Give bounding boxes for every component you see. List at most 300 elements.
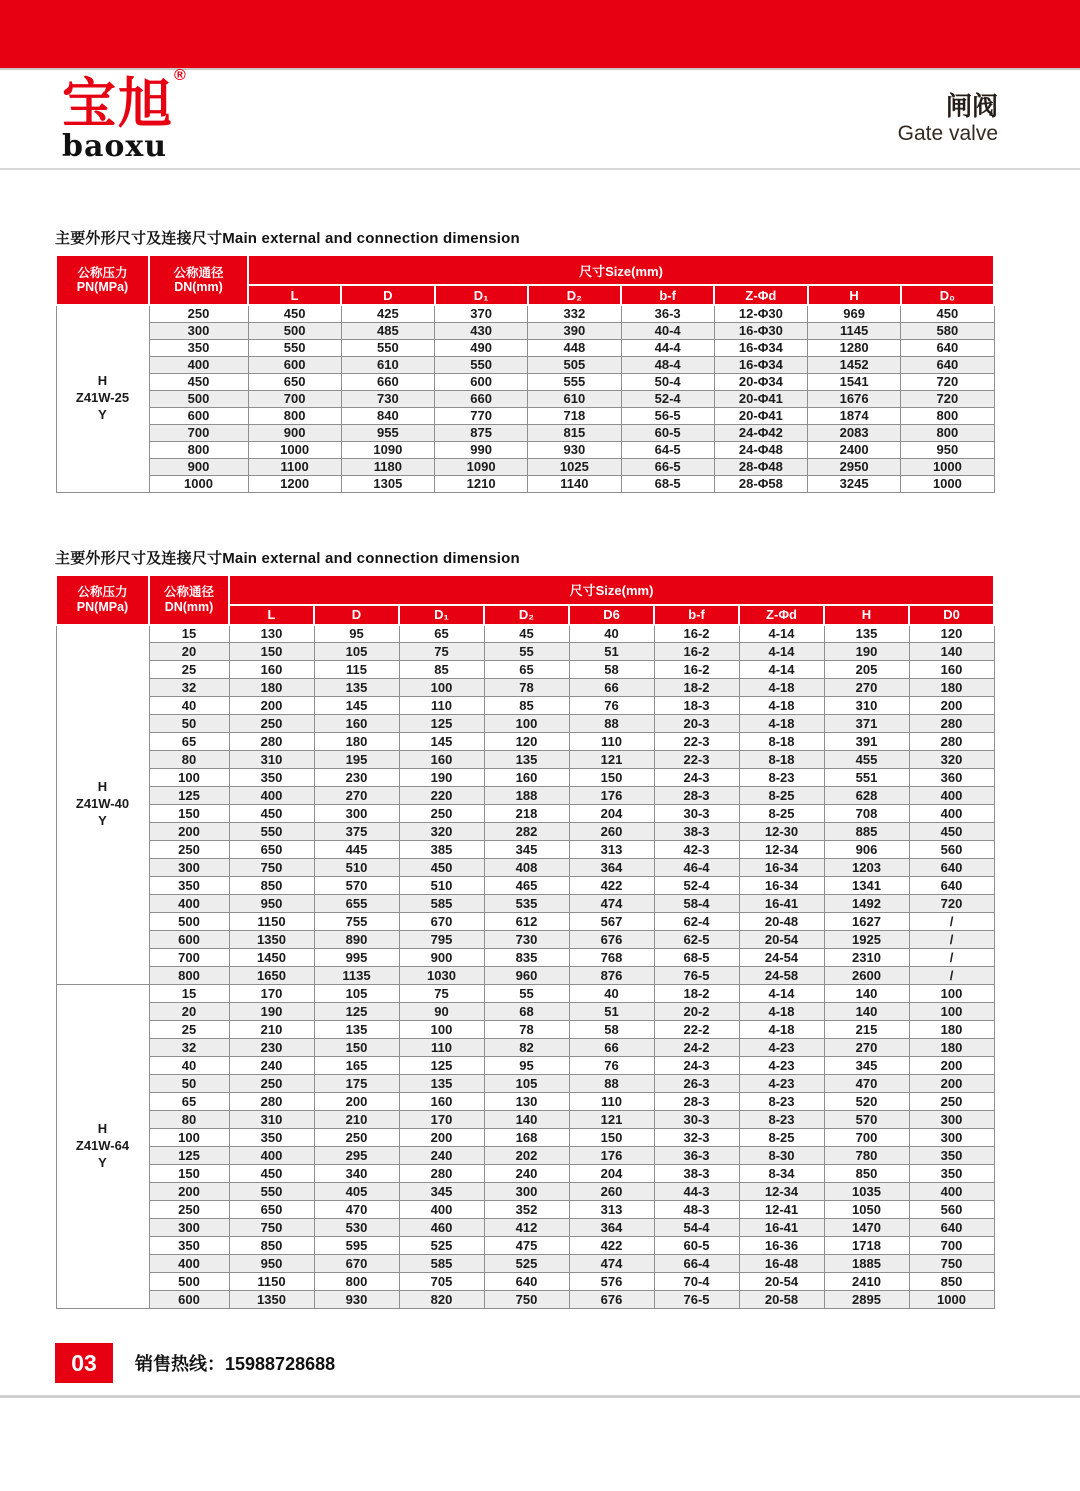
value-cell: 38-3 <box>654 823 739 841</box>
value-cell: 313 <box>569 841 654 859</box>
value-cell: 885 <box>824 823 909 841</box>
value-cell: 12-Φ30 <box>714 305 807 322</box>
dn-cell: 15 <box>149 625 229 643</box>
value-cell: 1000 <box>248 441 341 458</box>
value-cell: 995 <box>314 949 399 967</box>
bore-header <box>149 255 248 305</box>
value-cell: 930 <box>314 1291 399 1309</box>
value-cell: 640 <box>901 339 994 356</box>
value-cell: 535 <box>484 895 569 913</box>
value-cell: 20-54 <box>739 931 824 949</box>
dn-cell: 15 <box>149 985 229 1003</box>
value-cell: 850 <box>229 877 314 895</box>
value-cell: 640 <box>484 1273 569 1291</box>
dn-cell: 40 <box>149 697 229 715</box>
value-cell: 969 <box>808 305 901 322</box>
model-label: H Z41W-25 Y <box>56 305 149 492</box>
value-cell: 250 <box>229 715 314 733</box>
value-cell: 600 <box>435 373 528 390</box>
value-cell: 445 <box>314 841 399 859</box>
value-cell: 345 <box>399 1183 484 1201</box>
dn-cell: 250 <box>149 841 229 859</box>
value-cell: 2950 <box>808 458 901 475</box>
dn-cell: 800 <box>149 441 248 458</box>
value-cell: 180 <box>909 1021 994 1039</box>
size-group-header: 尺寸Size(mm) <box>248 255 994 285</box>
value-cell: 20-Φ34 <box>714 373 807 390</box>
header-band <box>0 67 1080 170</box>
value-cell: 188 <box>484 787 569 805</box>
dimension-table-z41w-40-64 <box>55 574 995 1310</box>
value-cell: 405 <box>314 1183 399 1201</box>
value-cell: 2400 <box>808 441 901 458</box>
value-cell: 240 <box>229 1057 314 1075</box>
value-cell: 230 <box>314 769 399 787</box>
value-cell: 121 <box>569 751 654 769</box>
value-cell: 4-18 <box>739 697 824 715</box>
value-cell: 1135 <box>314 967 399 985</box>
value-cell: 210 <box>314 1111 399 1129</box>
value-cell: 20-Φ41 <box>714 390 807 407</box>
value-cell: 121 <box>569 1111 654 1129</box>
value-cell: 76-5 <box>654 967 739 985</box>
col-header-D0: D0 <box>909 605 994 625</box>
value-cell: 600 <box>248 356 341 373</box>
value-cell: 8-25 <box>739 1129 824 1147</box>
value-cell: 28-3 <box>654 787 739 805</box>
value-cell: 1925 <box>824 931 909 949</box>
col-header-D: D₁ <box>435 285 528 305</box>
dn-cell: 32 <box>149 679 229 697</box>
value-cell: 2310 <box>824 949 909 967</box>
value-cell: 190 <box>399 769 484 787</box>
product-name-chinese: 闸阀 <box>945 90 998 121</box>
value-cell: 105 <box>314 985 399 1003</box>
value-cell: 24-Φ48 <box>714 441 807 458</box>
value-cell: 1000 <box>901 458 994 475</box>
value-cell: 835 <box>484 949 569 967</box>
value-cell: 390 <box>528 322 621 339</box>
value-cell: 510 <box>314 859 399 877</box>
bottom-divider <box>0 1395 1080 1398</box>
value-cell: 20-48 <box>739 913 824 931</box>
value-cell: 800 <box>901 407 994 424</box>
value-cell: 270 <box>824 1039 909 1057</box>
value-cell: 720 <box>909 895 994 913</box>
value-cell: 950 <box>901 441 994 458</box>
pressure-header-text: 公称压力 PN(MPa) <box>76 585 129 614</box>
value-cell: 230 <box>229 1039 314 1057</box>
value-cell: 4-18 <box>739 679 824 697</box>
dn-cell: 20 <box>149 1003 229 1021</box>
value-cell: 16-36 <box>739 1237 824 1255</box>
value-cell: 705 <box>399 1273 484 1291</box>
value-cell: 364 <box>569 859 654 877</box>
value-cell: 76-5 <box>654 1291 739 1309</box>
value-cell: 4-23 <box>739 1039 824 1057</box>
value-cell: 320 <box>909 751 994 769</box>
value-cell: 1650 <box>229 967 314 985</box>
col-header-Zd: Z-Φd <box>739 605 824 625</box>
dn-cell: 500 <box>149 913 229 931</box>
value-cell: 20-2 <box>654 1003 739 1021</box>
dn-cell: 1000 <box>149 475 248 492</box>
value-cell: 950 <box>229 895 314 913</box>
value-cell: 585 <box>399 1255 484 1273</box>
value-cell: 12-34 <box>739 1183 824 1201</box>
value-cell: 240 <box>484 1165 569 1183</box>
value-cell: 24-Φ42 <box>714 424 807 441</box>
value-cell: 120 <box>484 733 569 751</box>
value-cell: 345 <box>824 1057 909 1075</box>
value-cell: 628 <box>824 787 909 805</box>
value-cell: 730 <box>484 931 569 949</box>
value-cell: 570 <box>314 877 399 895</box>
value-cell: 24-3 <box>654 1057 739 1075</box>
dn-cell: 450 <box>149 373 248 390</box>
col-header-D: D₀ <box>901 285 994 305</box>
value-cell: 770 <box>435 407 528 424</box>
value-cell: 8-18 <box>739 733 824 751</box>
section-title-1: 主要外形尺寸及连接尺寸Main external and connection dimension <box>55 230 520 247</box>
value-cell: 815 <box>528 424 621 441</box>
value-cell: 350 <box>909 1147 994 1165</box>
value-cell: 670 <box>314 1255 399 1273</box>
value-cell: 1541 <box>808 373 901 390</box>
value-cell: 4-23 <box>739 1057 824 1075</box>
value-cell: 1676 <box>808 390 901 407</box>
value-cell: 28-Φ48 <box>714 458 807 475</box>
value-cell: 150 <box>314 1039 399 1057</box>
dn-cell: 65 <box>149 1093 229 1111</box>
dn-cell: 900 <box>149 458 248 475</box>
value-cell: 88 <box>569 715 654 733</box>
value-cell: 105 <box>484 1075 569 1093</box>
col-header-D: D₂ <box>484 605 569 625</box>
value-cell: 1492 <box>824 895 909 913</box>
value-cell: 8-25 <box>739 805 824 823</box>
value-cell: 190 <box>229 1003 314 1021</box>
value-cell: 130 <box>484 1093 569 1111</box>
value-cell: 640 <box>901 356 994 373</box>
col-header-Zd: Z-Φd <box>714 285 807 305</box>
value-cell: 16-Φ34 <box>714 356 807 373</box>
value-cell: 175 <box>314 1075 399 1093</box>
value-cell: 150 <box>569 769 654 787</box>
value-cell: 42-3 <box>654 841 739 859</box>
dn-cell: 400 <box>149 1255 229 1273</box>
value-cell: 1090 <box>435 458 528 475</box>
value-cell: 485 <box>341 322 434 339</box>
value-cell: 475 <box>484 1237 569 1255</box>
value-cell: 20-Φ41 <box>714 407 807 424</box>
dn-cell: 800 <box>149 967 229 985</box>
value-cell: 16-2 <box>654 661 739 679</box>
value-cell: 1452 <box>808 356 901 373</box>
value-cell: 300 <box>909 1129 994 1147</box>
dn-cell: 350 <box>149 339 248 356</box>
value-cell: 270 <box>314 787 399 805</box>
value-cell: / <box>909 913 994 931</box>
value-cell: 165 <box>314 1057 399 1075</box>
dn-cell: 150 <box>149 805 229 823</box>
value-cell: 68 <box>484 1003 569 1021</box>
value-cell: 400 <box>229 787 314 805</box>
value-cell: 200 <box>399 1129 484 1147</box>
value-cell: 160 <box>399 1093 484 1111</box>
value-cell: 700 <box>248 390 341 407</box>
value-cell: 150 <box>569 1129 654 1147</box>
value-cell: 115 <box>314 661 399 679</box>
value-cell: 24-3 <box>654 769 739 787</box>
value-cell: 700 <box>824 1129 909 1147</box>
value-cell: 54-4 <box>654 1219 739 1237</box>
value-cell: 422 <box>569 877 654 895</box>
value-cell: 4-18 <box>739 1003 824 1021</box>
value-cell: 650 <box>229 1201 314 1219</box>
value-cell: 140 <box>824 985 909 1003</box>
value-cell: 1210 <box>435 475 528 492</box>
dn-cell: 200 <box>149 823 229 841</box>
value-cell: 555 <box>528 373 621 390</box>
value-cell: 550 <box>341 339 434 356</box>
col-header-L: L <box>229 605 314 625</box>
value-cell: 260 <box>569 823 654 841</box>
value-cell: 474 <box>569 1255 654 1273</box>
value-cell: 460 <box>399 1219 484 1237</box>
value-cell: 66-5 <box>621 458 714 475</box>
value-cell: 24-54 <box>739 949 824 967</box>
value-cell: 100 <box>909 1003 994 1021</box>
value-cell: 62-5 <box>654 931 739 949</box>
value-cell: 850 <box>909 1273 994 1291</box>
value-cell: 391 <box>824 733 909 751</box>
value-cell: 425 <box>341 305 434 322</box>
brand-logo-cn-row <box>62 67 186 135</box>
value-cell: 670 <box>399 913 484 931</box>
value-cell: 1350 <box>229 931 314 949</box>
value-cell: 16-Φ34 <box>714 339 807 356</box>
page-footer <box>55 1343 1080 1383</box>
value-cell: 130 <box>229 625 314 643</box>
value-cell: 135 <box>399 1075 484 1093</box>
value-cell: 48-4 <box>621 356 714 373</box>
value-cell: 66 <box>569 679 654 697</box>
value-cell: 8-23 <box>739 1093 824 1111</box>
value-cell: 295 <box>314 1147 399 1165</box>
value-cell: 170 <box>399 1111 484 1129</box>
value-cell: 400 <box>909 787 994 805</box>
value-cell: 18-2 <box>654 985 739 1003</box>
value-cell: 350 <box>909 1165 994 1183</box>
top-red-bar <box>0 0 1080 70</box>
value-cell: / <box>909 931 994 949</box>
value-cell: 204 <box>569 805 654 823</box>
dn-cell: 25 <box>149 1021 229 1039</box>
value-cell: 110 <box>569 1093 654 1111</box>
value-cell: 310 <box>824 697 909 715</box>
value-cell: 350 <box>229 1129 314 1147</box>
value-cell: 200 <box>909 697 994 715</box>
value-cell: 180 <box>229 679 314 697</box>
value-cell: 412 <box>484 1219 569 1237</box>
value-cell: 260 <box>569 1183 654 1201</box>
value-cell: 180 <box>909 1039 994 1057</box>
value-cell: 16-41 <box>739 895 824 913</box>
value-cell: 16-2 <box>654 625 739 643</box>
col-header-D: D₂ <box>528 285 621 305</box>
value-cell: 1200 <box>248 475 341 492</box>
value-cell: 470 <box>824 1075 909 1093</box>
value-cell: 450 <box>901 305 994 322</box>
value-cell: 215 <box>824 1021 909 1039</box>
size-group-header: 尺寸Size(mm) <box>229 575 994 605</box>
value-cell: 125 <box>314 1003 399 1021</box>
value-cell: 1203 <box>824 859 909 877</box>
value-cell: 70-4 <box>654 1273 739 1291</box>
value-cell: 28-3 <box>654 1093 739 1111</box>
value-cell: 576 <box>569 1273 654 1291</box>
value-cell: 730 <box>341 390 434 407</box>
value-cell: 408 <box>484 859 569 877</box>
dn-cell: 65 <box>149 733 229 751</box>
value-cell: 4-23 <box>739 1075 824 1093</box>
col-header-D6: D6 <box>569 605 654 625</box>
value-cell: 90 <box>399 1003 484 1021</box>
value-cell: 36-3 <box>654 1147 739 1165</box>
value-cell: 332 <box>528 305 621 322</box>
value-cell: 140 <box>909 643 994 661</box>
value-cell: 58 <box>569 1021 654 1039</box>
value-cell: 850 <box>824 1165 909 1183</box>
value-cell: 352 <box>484 1201 569 1219</box>
value-cell: 280 <box>909 733 994 751</box>
value-cell: 1000 <box>901 475 994 492</box>
value-cell: 1100 <box>248 458 341 475</box>
value-cell: 400 <box>909 805 994 823</box>
value-cell: 1450 <box>229 949 314 967</box>
value-cell: 820 <box>399 1291 484 1309</box>
value-cell: 510 <box>399 877 484 895</box>
value-cell: 105 <box>314 643 399 661</box>
value-cell: 85 <box>399 661 484 679</box>
value-cell: 370 <box>435 305 528 322</box>
value-cell: 76 <box>569 1057 654 1075</box>
value-cell: 180 <box>909 679 994 697</box>
value-cell: 640 <box>909 877 994 895</box>
value-cell: 4-14 <box>739 661 824 679</box>
value-cell: 16-48 <box>739 1255 824 1273</box>
value-cell: 455 <box>824 751 909 769</box>
value-cell: 52-4 <box>654 877 739 895</box>
value-cell: 400 <box>399 1201 484 1219</box>
value-cell: 345 <box>484 841 569 859</box>
value-cell: 400 <box>909 1183 994 1201</box>
value-cell: 595 <box>314 1237 399 1255</box>
value-cell: 110 <box>399 1039 484 1057</box>
value-cell: 850 <box>229 1237 314 1255</box>
value-cell: 218 <box>484 805 569 823</box>
value-cell: 280 <box>229 1093 314 1111</box>
value-cell: 450 <box>399 859 484 877</box>
value-cell: 32-3 <box>654 1129 739 1147</box>
value-cell: 550 <box>248 339 341 356</box>
value-cell: 400 <box>229 1147 314 1165</box>
value-cell: 16-34 <box>739 877 824 895</box>
col-header-H: H <box>808 285 901 305</box>
value-cell: 40 <box>569 625 654 643</box>
value-cell: 40 <box>569 985 654 1003</box>
value-cell: 350 <box>229 769 314 787</box>
value-cell: 955 <box>341 424 434 441</box>
value-cell: 450 <box>229 805 314 823</box>
value-cell: 525 <box>399 1237 484 1255</box>
value-cell: 22-2 <box>654 1021 739 1039</box>
product-title <box>898 92 998 146</box>
value-cell: 22-3 <box>654 751 739 769</box>
value-cell: 12-30 <box>739 823 824 841</box>
hotline-number: 15988728688 <box>225 1354 336 1374</box>
value-cell: 718 <box>528 407 621 424</box>
value-cell: 176 <box>569 787 654 805</box>
value-cell: 51 <box>569 643 654 661</box>
value-cell: 60-5 <box>654 1237 739 1255</box>
value-cell: 320 <box>399 823 484 841</box>
value-cell: 840 <box>341 407 434 424</box>
value-cell: 1718 <box>824 1237 909 1255</box>
value-cell: 12-41 <box>739 1201 824 1219</box>
col-header-bf: b-f <box>654 605 739 625</box>
value-cell: 26-3 <box>654 1075 739 1093</box>
value-cell: 16-41 <box>739 1219 824 1237</box>
value-cell: 30-3 <box>654 805 739 823</box>
value-cell: 610 <box>341 356 434 373</box>
value-cell: 4-14 <box>739 985 824 1003</box>
value-cell: 45 <box>484 625 569 643</box>
value-cell: 1280 <box>808 339 901 356</box>
value-cell: 280 <box>909 715 994 733</box>
value-cell: 2600 <box>824 967 909 985</box>
value-cell: 36-3 <box>621 305 714 322</box>
value-cell: 82 <box>484 1039 569 1057</box>
value-cell: 2895 <box>824 1291 909 1309</box>
value-cell: 4-14 <box>739 625 824 643</box>
value-cell: 110 <box>399 697 484 715</box>
value-cell: 200 <box>909 1075 994 1093</box>
dn-cell: 100 <box>149 769 229 787</box>
value-cell: 364 <box>569 1219 654 1237</box>
dn-cell: 600 <box>149 407 248 424</box>
value-cell: 708 <box>824 805 909 823</box>
value-cell: 300 <box>314 805 399 823</box>
value-cell: 160 <box>399 751 484 769</box>
value-cell: 550 <box>229 1183 314 1201</box>
value-cell: 110 <box>569 733 654 751</box>
value-cell: 930 <box>528 441 621 458</box>
value-cell: 75 <box>399 643 484 661</box>
value-cell: 505 <box>528 356 621 373</box>
value-cell: / <box>909 949 994 967</box>
value-cell: 58-4 <box>654 895 739 913</box>
page-number-badge: 03 <box>55 1343 113 1383</box>
brand-logo-chinese: 宝旭 <box>62 71 174 135</box>
value-cell: 76 <box>569 697 654 715</box>
main-content <box>0 227 1080 1309</box>
value-cell: 16-2 <box>654 643 739 661</box>
value-cell: 450 <box>248 305 341 322</box>
value-cell: 676 <box>569 931 654 949</box>
value-cell: 1150 <box>229 913 314 931</box>
